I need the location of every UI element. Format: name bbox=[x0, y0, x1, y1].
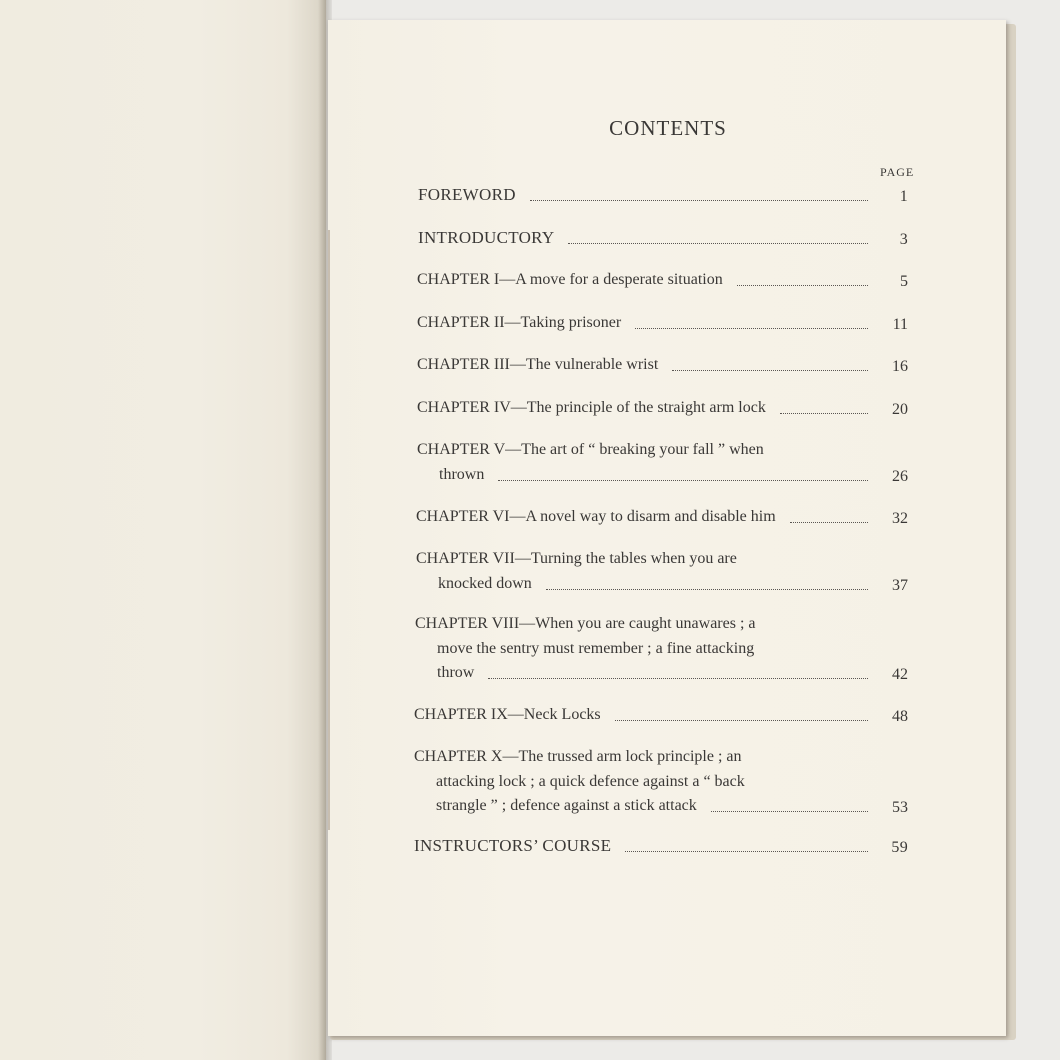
leader-dots bbox=[780, 411, 868, 414]
leader-dots bbox=[498, 478, 868, 481]
toc-entry-line: CHAPTER III—The vulnerable wrist bbox=[417, 356, 659, 373]
toc-entry-line: FOREWORD bbox=[418, 185, 516, 204]
left-blank-page bbox=[0, 0, 326, 1060]
leader-dots bbox=[546, 587, 868, 590]
toc-entry-line: throw bbox=[437, 664, 475, 681]
leader-dots bbox=[625, 849, 868, 852]
leader-dots bbox=[790, 520, 868, 523]
page-fold bbox=[328, 230, 330, 830]
toc-page-number: 53 bbox=[892, 799, 908, 816]
toc-entry-line: CHAPTER X—The trussed arm lock principle ; an bbox=[414, 748, 742, 765]
toc-page-number: 3 bbox=[899, 231, 908, 248]
leader-dots bbox=[711, 809, 868, 812]
toc-page-number: 26 bbox=[892, 467, 908, 485]
toc-entry-line: strangle ” ; defence against a stick attack bbox=[436, 797, 697, 814]
toc-entry-line: INTRODUCTORY bbox=[418, 228, 555, 247]
leader-dots bbox=[635, 326, 868, 329]
leader-dots bbox=[530, 198, 868, 201]
toc-entry-line: CHAPTER IV—The principle of the straight arm lock bbox=[417, 399, 766, 416]
toc-entry-line: CHAPTER IX—Neck Locks bbox=[414, 706, 601, 723]
contents-title: CONTENTS bbox=[609, 116, 727, 140]
toc-page-number: 37 bbox=[892, 576, 908, 594]
toc-page-number: 11 bbox=[892, 316, 908, 333]
page-column-heading: PAGE bbox=[880, 165, 915, 179]
leader-dots bbox=[672, 368, 868, 371]
toc-entry-line: attacking lock ; a quick defence against a “ back bbox=[436, 772, 745, 790]
leader-dots bbox=[737, 283, 868, 286]
toc-entry-line: CHAPTER V—The art of “ breaking your fall ” when bbox=[417, 441, 764, 458]
toc-page-number: 42 bbox=[892, 666, 908, 683]
toc-page-number: 32 bbox=[892, 510, 908, 527]
toc-entry-line: CHAPTER VI—A novel way to disarm and disable him bbox=[416, 508, 776, 525]
toc-entry-line: CHAPTER I—A move for a desperate situation bbox=[417, 271, 723, 288]
toc-entry-line: CHAPTER VII—Turning the tables when you are bbox=[416, 550, 737, 567]
leader-dots bbox=[568, 241, 868, 244]
toc-entry-line: CHAPTER II—Taking prisoner bbox=[417, 314, 622, 331]
leader-dots bbox=[488, 676, 868, 679]
toc-entry-line: knocked down bbox=[438, 574, 532, 592]
toc-page-number: 5 bbox=[900, 273, 908, 290]
toc-entry-line: thrown bbox=[439, 465, 485, 483]
toc-page-number: 59 bbox=[891, 839, 908, 856]
toc-page-number: 1 bbox=[899, 188, 908, 205]
toc-page-number: 16 bbox=[892, 358, 908, 375]
toc-page-number: 20 bbox=[892, 401, 908, 418]
toc-entry-line: CHAPTER VIII—When you are caught unawares ; a bbox=[415, 615, 756, 632]
toc-page-number: 48 bbox=[892, 708, 908, 725]
leader-dots bbox=[615, 718, 868, 721]
toc-entry-line: INSTRUCTORS’ COURSE bbox=[414, 836, 612, 855]
toc-entry-line: move the sentry must remember ; a fine attacking bbox=[437, 639, 755, 657]
